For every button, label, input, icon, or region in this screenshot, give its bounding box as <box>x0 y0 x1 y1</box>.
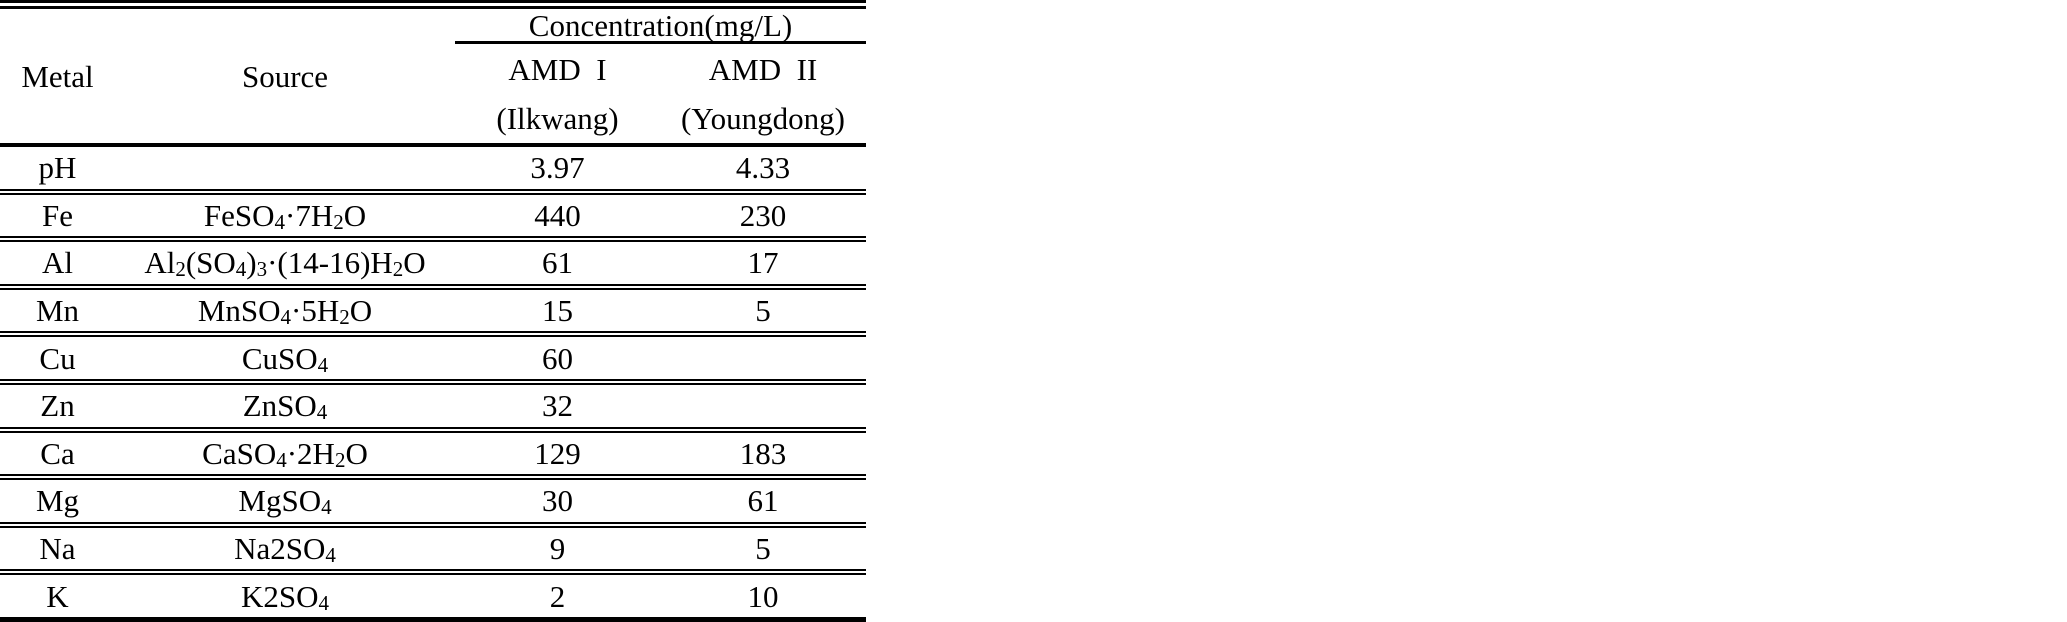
amd2-value-cell: 183 <box>739 435 787 471</box>
amd2-value-cell: 5 <box>755 293 771 329</box>
metal-cell: Na <box>39 531 76 567</box>
table-row <box>0 284 866 332</box>
table-row <box>0 236 866 284</box>
amd2-value-cell: 4.33 <box>735 150 791 186</box>
source-cell: MgSO 4 <box>238 483 332 520</box>
table-row <box>0 331 866 379</box>
table-header <box>0 0 866 147</box>
amd-concentration-table <box>0 0 866 622</box>
header-amd1-location: (Ilkwang) <box>496 101 619 136</box>
source-cell <box>115 147 455 189</box>
metal-cell: Al <box>42 245 73 281</box>
table-body <box>0 147 866 622</box>
metal-cell: Cu <box>39 340 76 376</box>
source-cell: CaSO 4 ·2H 2 O <box>202 435 368 472</box>
source-cell: K2SO 4 <box>240 578 329 615</box>
source-cell: ZnSO 4 <box>242 388 328 425</box>
amd2-value-cell: 10 <box>747 578 779 614</box>
table-row <box>0 569 866 617</box>
amd1-value-cell: 61 <box>542 245 573 281</box>
amd2-value-cell: 230 <box>739 197 787 233</box>
amd2-value-cell <box>660 385 866 427</box>
header-metal: Metal <box>21 58 94 94</box>
header-source: Source <box>241 58 329 94</box>
metal-cell: Fe <box>42 197 73 233</box>
table-row <box>0 189 866 237</box>
amd1-value-cell: 32 <box>542 388 573 424</box>
amd1-value-cell: 30 <box>542 483 573 519</box>
source-cell: CuSO 4 <box>241 340 329 377</box>
metal-cell: Mn <box>35 293 80 329</box>
amd1-value-cell: 60 <box>542 340 573 376</box>
amd2-value-cell: 5 <box>755 531 771 567</box>
metal-cell: pH <box>38 150 77 186</box>
table-row <box>0 427 866 475</box>
source-cell: MnSO 4 ·5H 2 O <box>197 293 373 330</box>
amd1-value-cell: 2 <box>549 578 566 614</box>
table-row <box>0 379 866 427</box>
metal-cell: K <box>46 578 69 614</box>
source-cell: FeSO 4 ·7H 2 O <box>203 197 367 234</box>
amd2-value-cell: 61 <box>747 483 779 519</box>
header-amd2: AMD II <box>708 51 818 87</box>
header-amd2-location: (Youngdong) <box>681 101 845 136</box>
table-row <box>0 147 866 189</box>
source-cell: Al 2 (SO 4 ) 3 ·(14-16)H 2 O <box>144 245 426 282</box>
amd2-value-cell <box>660 337 866 379</box>
amd1-value-cell: 15 <box>542 293 573 329</box>
amd1-value-cell: 440 <box>534 197 581 233</box>
source-cell: Na2SO 4 <box>234 531 336 568</box>
table-row <box>0 474 866 522</box>
amd1-value-cell: 129 <box>534 435 581 471</box>
metal-cell: Zn <box>40 388 75 424</box>
table-row <box>0 522 866 570</box>
metal-cell: Mg <box>35 483 80 519</box>
header-amd1: AMD I <box>508 51 607 87</box>
header-concentration: Concentration(mg/L) <box>455 9 866 44</box>
amd1-value-cell: 9 <box>549 531 566 567</box>
amd1-value-cell: 3.97 <box>530 150 585 186</box>
metal-cell: Ca <box>40 435 75 471</box>
amd2-value-cell: 17 <box>747 245 779 281</box>
